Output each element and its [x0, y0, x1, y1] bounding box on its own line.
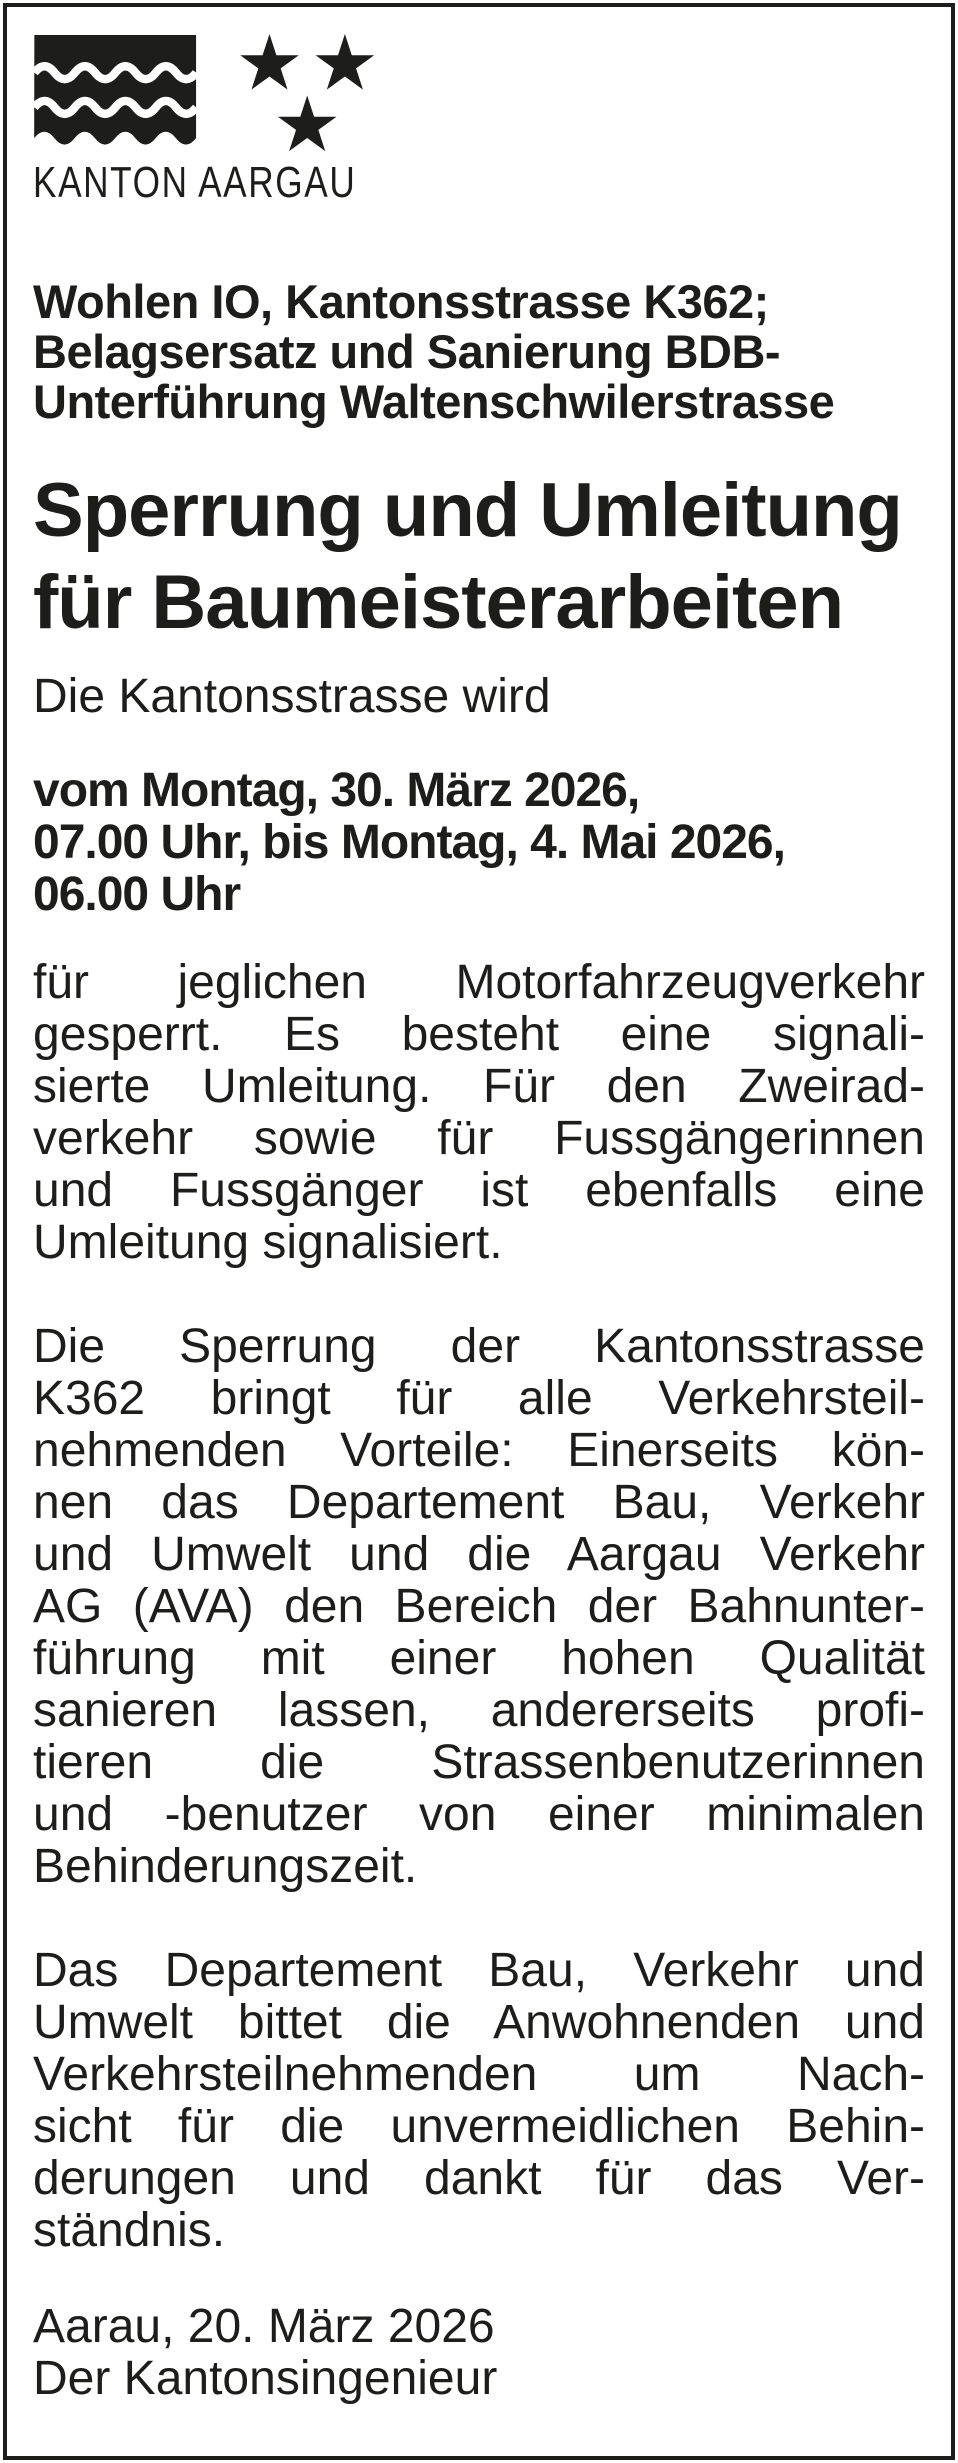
text-line: sierte Umleitung. Für den Zweirad-	[33, 1060, 925, 1113]
text-line: Umleitung signalisiert.	[33, 1216, 503, 1269]
text-line: für Baumeisterarbeiten	[33, 560, 844, 645]
text-line: tieren die Strassenbenutzerinnen	[33, 1736, 925, 1789]
text-line: Verkehrsteilnehmenden um Nach-	[33, 2048, 925, 2101]
text-line: und -benutzer von einer minimalen	[33, 1788, 925, 1841]
text-line: sicht für die unvermeidlichen Behin-	[33, 2100, 925, 2153]
text-line: und Umwelt und die Aargau Verkehr	[33, 1528, 925, 1581]
notice-border-frame	[3, 3, 955, 2460]
text-line: nen das Departement Bau, Verkehr	[33, 1476, 925, 1529]
text-line: vom Montag, 30. März 2026,	[33, 764, 640, 817]
intro-text: Die Kantonsstrasse wird	[33, 670, 551, 723]
text-line: Unterführung Waltenschwilerstrasse	[33, 375, 835, 428]
notice-title	[33, 465, 925, 649]
aargau-flag-waves	[34, 35, 196, 145]
notice-subject	[33, 277, 925, 427]
text-line: Die Sperrung der Kantonsstrasse	[33, 1320, 925, 1373]
paragraph-apology	[33, 1945, 925, 2257]
text-line: nehmenden Vorteile: Einerseits kön-	[33, 1424, 925, 1477]
text-line: sanieren lassen, andererseits profi-	[33, 1684, 925, 1737]
closure-period	[33, 765, 925, 921]
text-line: derungen und dankt für das Ver-	[33, 2152, 925, 2205]
text-line: führung mit einer hohen Qualität	[33, 1632, 925, 1685]
place-date: Aarau, 20. März 2026	[33, 2300, 495, 2353]
text-line: Behinderungszeit.	[33, 1840, 418, 1893]
text-line: Das Departement Bau, Verkehr und	[33, 1944, 925, 1997]
text-line: ständnis.	[33, 2204, 226, 2257]
text-line: und Fussgänger ist ebenfalls eine	[33, 1164, 925, 1217]
text-line: 07.00 Uhr, bis Montag, 4. Mai 2026,	[33, 816, 785, 869]
text-line: für jeglichen Motorfahrzeugverkehr	[33, 956, 925, 1009]
aargau-coat-of-arms-icon	[33, 33, 378, 159]
text-line: Sperrung und Umleitung	[33, 468, 902, 553]
aargau-stars	[240, 34, 374, 151]
text-line: verkehr sowie für Fussgängerinnen	[33, 1112, 925, 1165]
text-line: Belagsersatz und Sanierung BDB-	[33, 325, 781, 378]
text-line: AG (AVA) den Bereich der Bahnunter-	[33, 1580, 925, 1633]
text-line: Umwelt bittet die Anwohnenden und	[33, 1996, 925, 2049]
kanton-aargau-logo	[33, 33, 925, 205]
paragraph-benefits	[33, 1321, 925, 1893]
text-line: Wohlen IO, Kantonsstrasse K362;	[33, 275, 769, 328]
signature: Der Kantonsingenieur	[33, 2352, 498, 2405]
text-line: K362 bringt für alle Verkehrsteil-	[33, 1372, 925, 1425]
notice-footer	[33, 2301, 925, 2405]
text-line: 06.00 Uhr	[33, 868, 241, 921]
logo-wordmark: KANTON AARGAU	[33, 158, 357, 207]
paragraph-restrictions	[33, 957, 925, 1269]
text-line: gesperrt. Es besteht eine signali-	[33, 1008, 925, 1061]
